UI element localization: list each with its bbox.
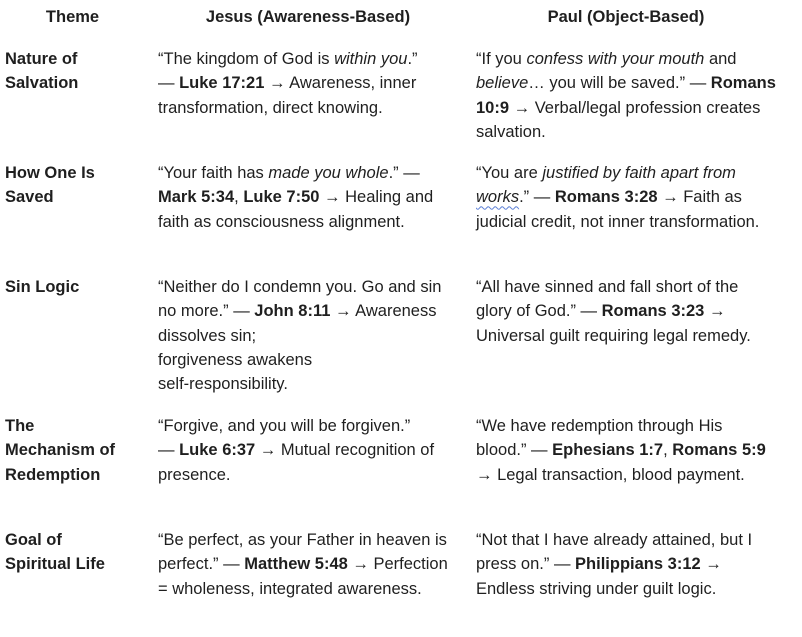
scripture-reference: Romans 10:9 (476, 74, 776, 117)
scripture-reference: Philippians 3:12 (575, 555, 701, 574)
paul-cell: “You are justified by faith apart from works.” — Romans 3:28 → Faith as judicial credit, not inner transformation. (476, 164, 760, 231)
table-header (0, 5, 802, 29)
jesus-cell: “Be perfect, as your Father in heaven is perfect.” — Matthew 5:48 → Perfection = wholeness, integrated awareness. (158, 531, 448, 598)
scripture-reference: John 8:11 (254, 302, 331, 321)
theme-cell: How One Is Saved (5, 164, 95, 207)
paul-cell: “We have redemption through His blood.” — Ephesians 1:7, Romans 5:9 → Legal transaction, blood payment. (476, 417, 766, 484)
header-theme: Theme (45, 8, 100, 26)
scripture-reference: Romans 3:28 (554, 188, 658, 207)
scripture-reference: Romans 3:23 (601, 302, 705, 321)
theme-cell: The Mechanism of Redemption (5, 417, 116, 484)
scripture-reference: Matthew 5:48 (244, 555, 348, 574)
jesus-cell: “The kingdom of God is within you.” — Luke 17:21 → Awareness, inner transformation, direct knowing. (158, 50, 418, 117)
scripture-reference: Mark 5:34 (158, 188, 235, 207)
theme-cell: Goal of Spiritual Life (5, 531, 105, 574)
spellcheck-underline: works (476, 188, 520, 207)
scripture-reference: Romans 5:9 (672, 441, 766, 460)
jesus-cell: “Forgive, and you will be forgiven.” — Luke 6:37 → Mutual recognition of presence. (158, 417, 435, 484)
scripture-reference: Ephesians 1:7 (552, 441, 664, 460)
jesus-cell: “Neither do I condemn you. Go and sin no more.” — John 8:11 → Awareness dissolves sin; forgiveness awakens self-responsibility. (158, 278, 442, 394)
theme-cell: Sin Logic (5, 278, 80, 296)
scripture-reference: Luke 6:37 (179, 441, 256, 460)
paul-cell: “If you confess with your mouth and believe… you will be saved.” — Romans 10:9 → Verbal/legal profession creates salvation. (476, 50, 776, 141)
paul-cell: “All have sinned and fall short of the glory of God.” — Romans 3:23 → Universal guilt requiring legal remedy. (476, 278, 751, 345)
paul-cell: “Not that I have already attained, but I press on.” — Philippians 3:12 → Endless striving under guilt logic. (476, 531, 753, 598)
theme-cell: Nature of Salvation (5, 50, 79, 93)
header-jesus: Jesus (Awareness-Based) (205, 8, 411, 26)
header-paul: Paul (Object-Based) (547, 8, 705, 26)
jesus-cell: “Your faith has made you whole.” — Mark 5:34, Luke 7:50 → Healing and faith as consciousness alignment. (158, 164, 434, 231)
scripture-reference: Luke 17:21 (179, 74, 265, 93)
scripture-reference: Luke 7:50 (243, 188, 320, 207)
